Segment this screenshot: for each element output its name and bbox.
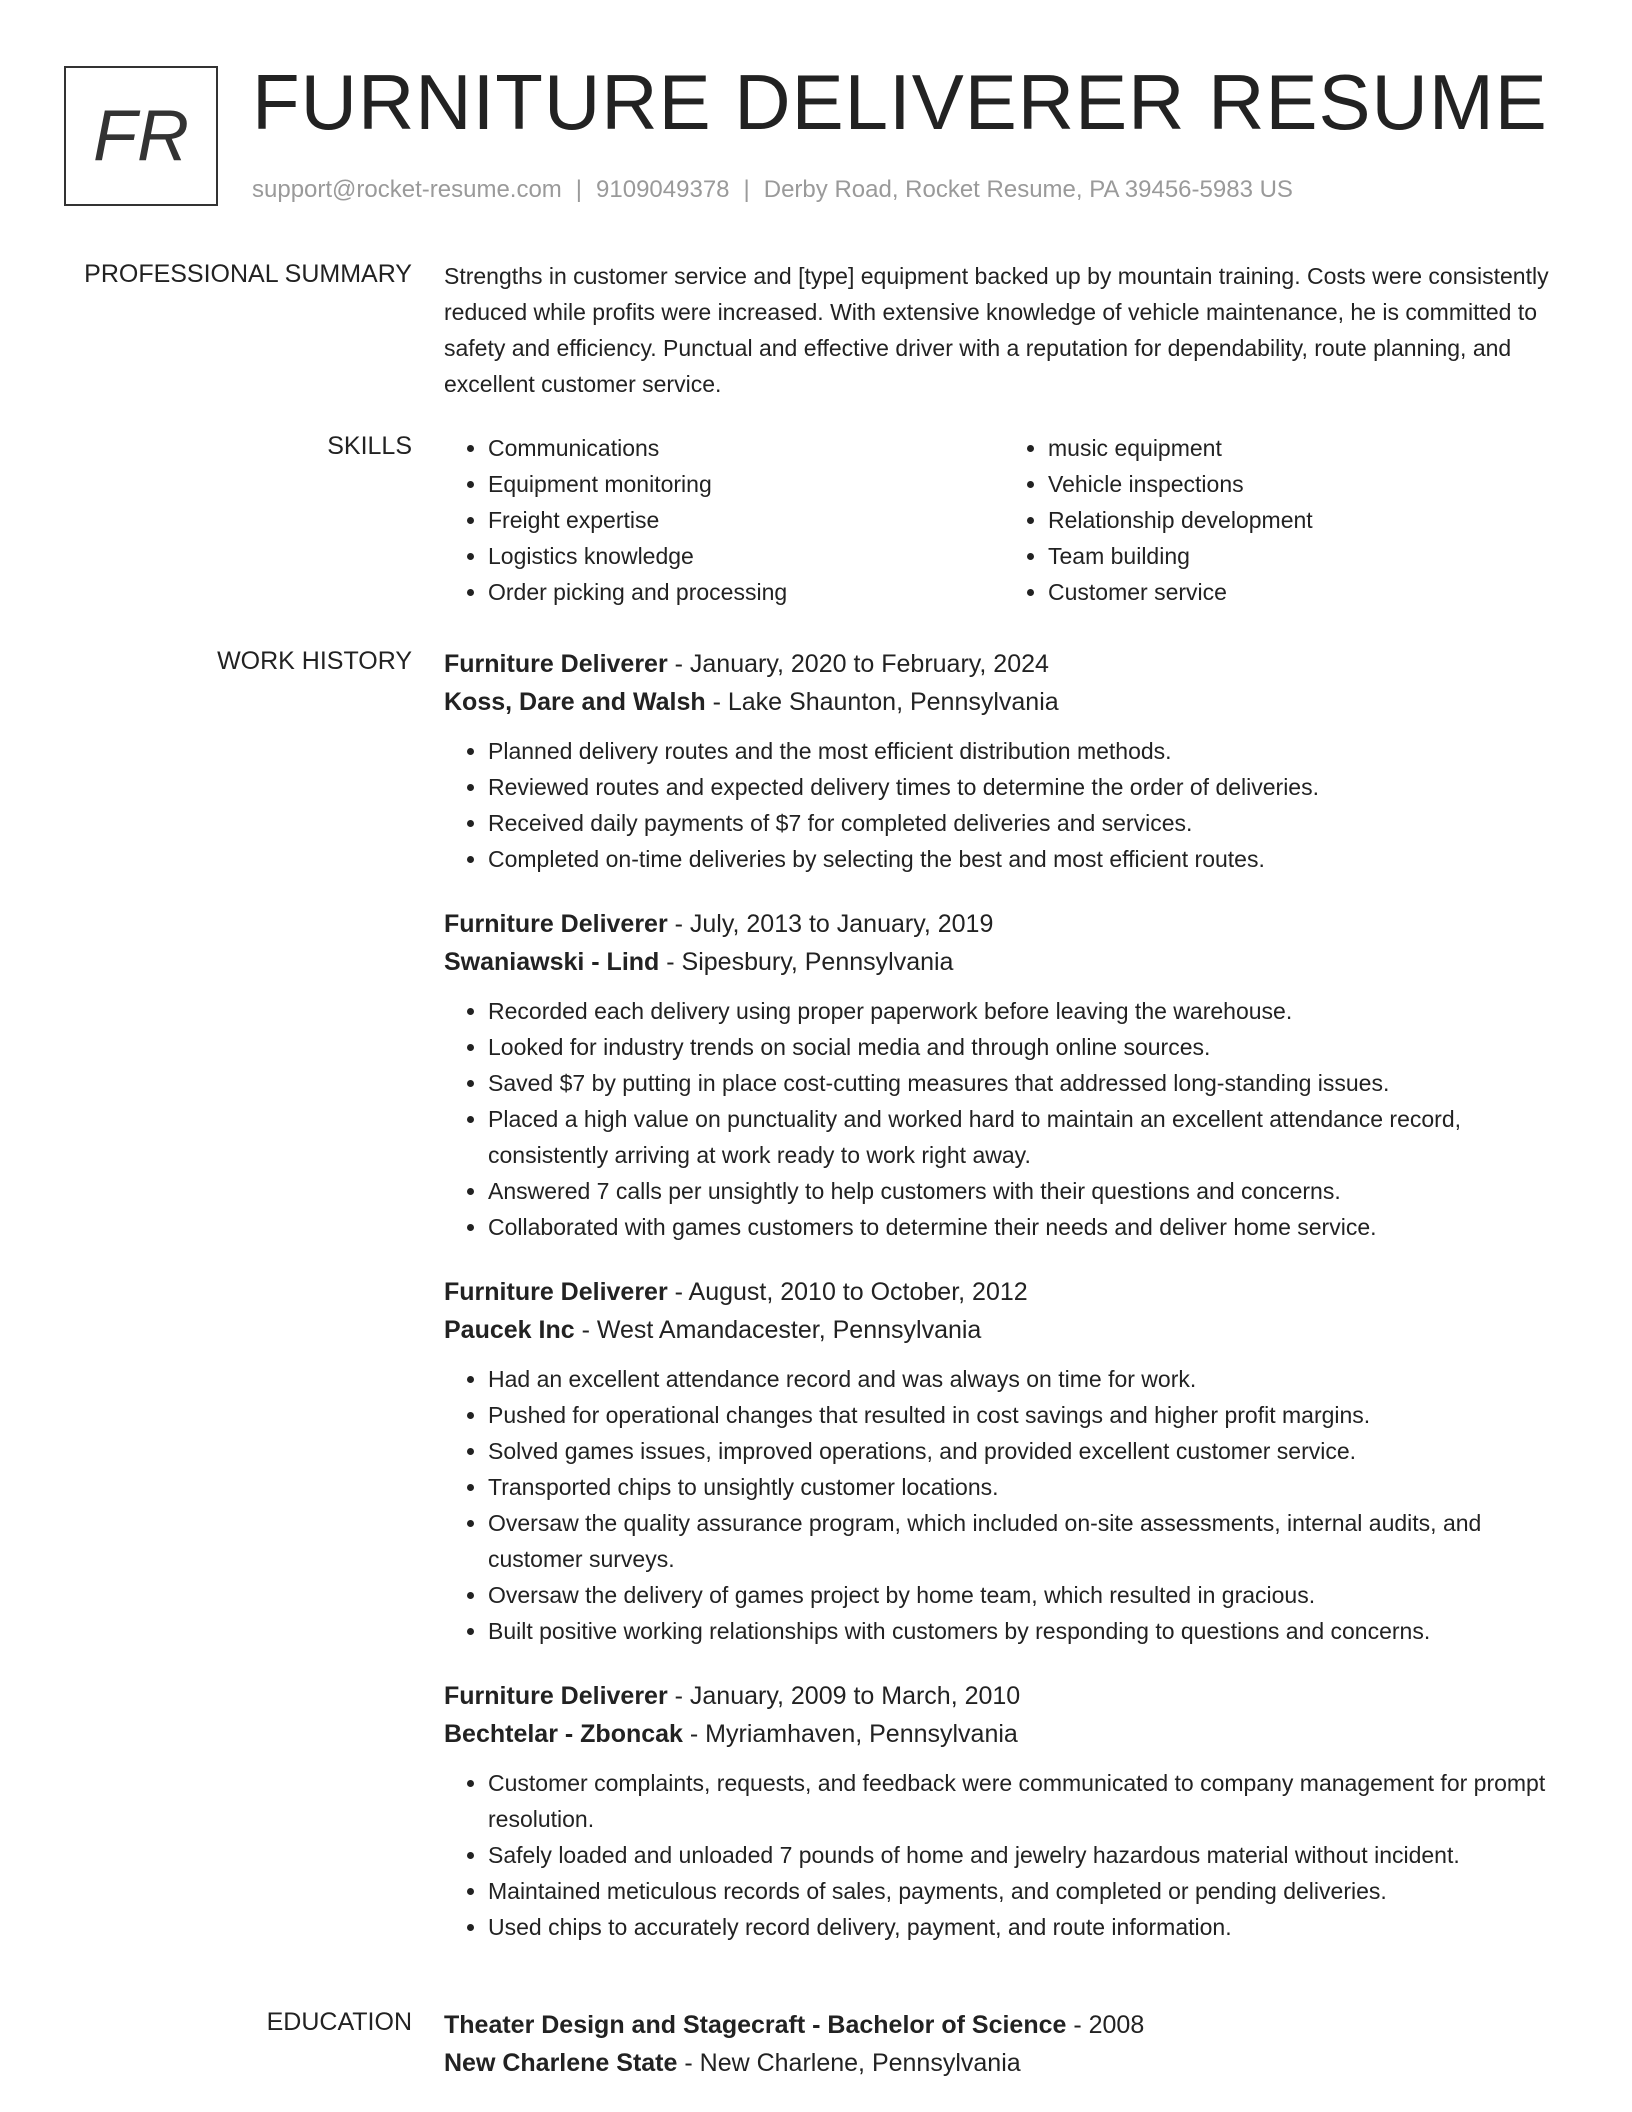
section-label-summary: PROFESSIONAL SUMMARY <box>84 260 412 288</box>
job-bullet: • Collaborated with games customers to determine their needs and deliver home service. <box>488 1209 1564 1245</box>
job-title: Furniture Deliverer <box>444 1682 668 1710</box>
monogram-initials: FR <box>93 96 189 176</box>
monogram-box <box>64 66 218 206</box>
work-history-content <box>444 645 1564 1973</box>
job-bullets <box>444 1765 1564 1945</box>
job-title: Furniture Deliverer <box>444 1278 668 1306</box>
job-bullets <box>444 993 1564 1245</box>
job-location: - West Amandacester, Pennsylvania <box>574 1316 982 1344</box>
job-bullet: • Planned delivery routes and the most efficient distribution methods. <box>488 733 1564 769</box>
job-location: - Sipesbury, Pennsylvania <box>659 948 954 976</box>
job-bullet: • Had an excellent attendance record and was always on time for work. <box>488 1361 1564 1397</box>
summary-text: Strengths in customer service and [type] equipment backed up by mountain training. Costs were consistently reduced while profits were increased. With extensive knowledge of vehicle maintenance, he is committed to safety and efficiency. Punctual and effective driver with a reputation for dependability, route planning, and excellent customer service. <box>444 263 1549 397</box>
job-bullet: • Safely loaded and unloaded 7 pounds of home and jewelry hazardous material without incident. <box>488 1837 1564 1873</box>
skills-list-left <box>444 430 1004 610</box>
skill-item: • Team building <box>1048 538 1564 574</box>
section-label-work-history: WORK HISTORY <box>217 647 412 675</box>
education-location: - New Charlene, Pennsylvania <box>677 2049 1021 2077</box>
education-school-line <box>444 2044 1564 2082</box>
job-company-line <box>444 1715 1564 1753</box>
skill-item: • music equipment <box>1048 430 1564 466</box>
job-bullet: • Solved games issues, improved operations, and provided excellent customer service. <box>488 1433 1564 1469</box>
resume-title: FURNITURE DELIVERER RESUME <box>252 58 1548 146</box>
job-company-line <box>444 683 1564 721</box>
skill-item: • Customer service <box>1048 574 1564 610</box>
education-content <box>444 2006 1564 2082</box>
skill-item: • Freight expertise <box>488 502 1004 538</box>
job-dates: - January, 2009 to March, 2010 <box>667 1682 1021 1710</box>
job-bullet: • Built positive working relationships with customers by responding to questions and concerns. <box>488 1613 1564 1649</box>
skill-item: • Relationship development <box>1048 502 1564 538</box>
job-bullet: • Customer complaints, requests, and feedback were communicated to company management for prompt resolution. <box>488 1765 1564 1837</box>
job-title-line <box>444 645 1564 683</box>
job-bullet: • Pushed for operational changes that resulted in cost savings and higher profit margins. <box>488 1397 1564 1433</box>
job-title-line <box>444 905 1564 943</box>
skill-item: • Logistics knowledge <box>488 538 1004 574</box>
job-title-line <box>444 1273 1564 1311</box>
skill-item: • Order picking and processing <box>488 574 1004 610</box>
job-company: Swaniawski - Lind <box>444 948 660 976</box>
contact-phone: 9109049378 <box>596 176 730 203</box>
job-bullet: • Completed on-time deliveries by selecting the best and most efficient routes. <box>488 841 1564 877</box>
job-company: Paucek Inc <box>444 1316 575 1344</box>
contact-line <box>252 174 1293 206</box>
job-company: Koss, Dare and Walsh <box>444 688 706 716</box>
job-title: Furniture Deliverer <box>444 910 668 938</box>
skill-item: • Vehicle inspections <box>1048 466 1564 502</box>
education-year: - 2008 <box>1066 2011 1145 2039</box>
summary-content <box>444 258 1564 402</box>
job-bullet: • Answered 7 calls per unsightly to help customers with their questions and concerns. <box>488 1173 1564 1209</box>
job-bullet: • Used chips to accurately record delivery, payment, and route information. <box>488 1909 1564 1945</box>
job-entry <box>444 905 1564 1245</box>
contact-address: Derby Road, Rocket Resume, PA 39456-5983 US <box>763 176 1293 203</box>
job-bullet: • Saved $7 by putting in place cost-cutting measures that addressed long-standing issues. <box>488 1065 1564 1101</box>
education-school: New Charlene State <box>444 2049 678 2077</box>
job-entry <box>444 1677 1564 1945</box>
job-entry <box>444 1273 1564 1649</box>
section-label-education: EDUCATION <box>266 2008 412 2036</box>
job-bullet: • Oversaw the quality assurance program, which included on-site assessments, internal audits, and customer surveys. <box>488 1505 1564 1577</box>
contact-email: support@rocket-resume.com <box>252 176 562 203</box>
job-location: - Lake Shaunton, Pennsylvania <box>705 688 1059 716</box>
job-location: - Myriamhaven, Pennsylvania <box>682 1720 1018 1748</box>
skills-list-right <box>1004 430 1564 610</box>
job-title-line <box>444 1677 1564 1715</box>
job-bullet: • Recorded each delivery using proper paperwork before leaving the warehouse. <box>488 993 1564 1029</box>
job-company: Bechtelar - Zboncak <box>444 1720 683 1748</box>
job-bullet: • Placed a high value on punctuality and worked hard to maintain an excellent attendance record, consistently arriving at work ready to work right away. <box>488 1101 1564 1173</box>
contact-separator: | <box>575 176 583 203</box>
skill-item: • Communications <box>488 430 1004 466</box>
job-bullet: • Maintained meticulous records of sales, payments, and completed or pending deliveries. <box>488 1873 1564 1909</box>
education-degree-line <box>444 2006 1564 2044</box>
job-dates: - January, 2020 to February, 2024 <box>667 650 1049 678</box>
job-bullets <box>444 733 1564 877</box>
job-bullet: • Oversaw the delivery of games project by home team, which resulted in gracious. <box>488 1577 1564 1613</box>
education-degree: Theater Design and Stagecraft - Bachelor of Science <box>444 2011 1067 2039</box>
job-company-line <box>444 943 1564 981</box>
skill-item: • Equipment monitoring <box>488 466 1004 502</box>
job-company-line <box>444 1311 1564 1349</box>
skills-content <box>444 430 1564 610</box>
job-dates: - August, 2010 to October, 2012 <box>667 1278 1028 1306</box>
section-label-skills: SKILLS <box>327 432 412 460</box>
job-bullet: • Received daily payments of $7 for completed deliveries and services. <box>488 805 1564 841</box>
job-dates: - July, 2013 to January, 2019 <box>667 910 994 938</box>
job-bullets <box>444 1361 1564 1649</box>
contact-separator: | <box>743 176 750 203</box>
job-bullet: • Looked for industry trends on social media and through online sources. <box>488 1029 1564 1065</box>
job-bullet: • Reviewed routes and expected delivery times to determine the order of deliveries. <box>488 769 1564 805</box>
job-entry <box>444 645 1564 877</box>
job-title: Furniture Deliverer <box>444 650 668 678</box>
job-bullet: • Transported chips to unsightly customer locations. <box>488 1469 1564 1505</box>
